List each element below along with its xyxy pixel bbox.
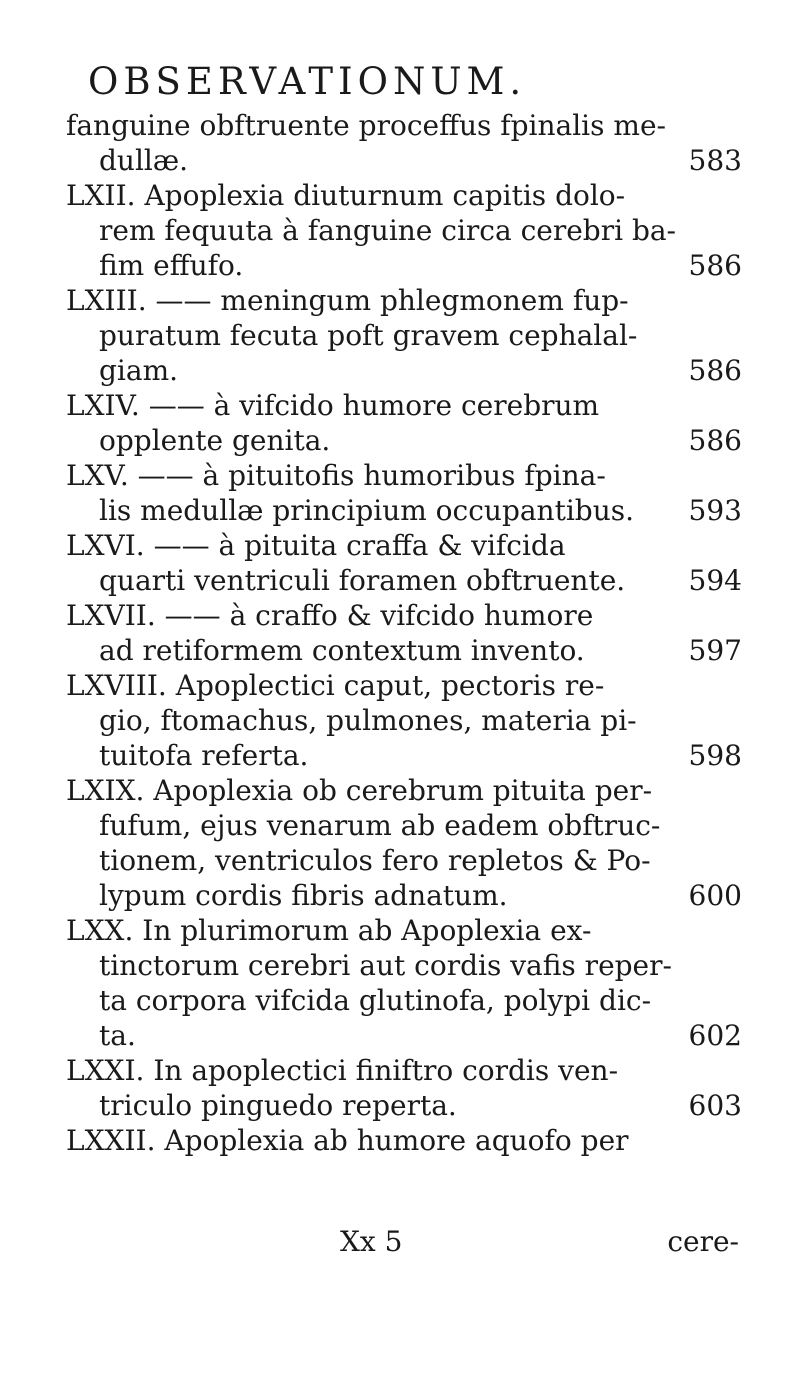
entry-text: LXVI. —— à pituita craffa & vifcida <box>66 529 566 562</box>
entry-line <box>66 493 766 528</box>
entry-line <box>66 458 766 493</box>
entry-text: tinctorum cerebri aut cordis vafis reper- <box>99 949 672 982</box>
entry-line <box>66 668 766 703</box>
entry-line <box>66 948 766 983</box>
entry-text: LXVIII. Apoplectici caput, pectoris re- <box>66 669 605 702</box>
observation-entry <box>66 1053 766 1123</box>
observation-entry <box>66 458 766 528</box>
page-reference: 593 <box>688 494 742 527</box>
observation-entry <box>66 108 766 178</box>
entry-line <box>66 598 766 633</box>
entry-text: ta. <box>99 1019 136 1052</box>
entry-text: triculo pinguedo reperta. <box>99 1089 457 1122</box>
entry-text: tuitofa referta. <box>99 739 309 772</box>
entry-line <box>66 283 766 318</box>
entry-text: LXIV. —— à vifcido humore cerebrum <box>66 389 600 422</box>
entry-text: tionem, ventriculos fero repletos & Po- <box>99 844 651 877</box>
entry-line <box>66 738 766 773</box>
page-reference: 597 <box>688 634 742 667</box>
entry-text: ta corpora vifcida glutinofa, polypi dic- <box>99 984 652 1017</box>
entry-text: quarti ventriculi foramen obftruente. <box>99 564 626 597</box>
observation-entry <box>66 773 766 913</box>
page-reference: 603 <box>688 1089 742 1122</box>
entry-line <box>66 388 766 423</box>
catchline <box>0 1224 801 1259</box>
entry-text: LXVII. —— à craffo & vifcido humore <box>66 599 594 632</box>
page-reference: 586 <box>688 249 742 282</box>
entry-line <box>66 808 766 843</box>
entry-line <box>66 843 766 878</box>
entry-text: dullæ. <box>99 144 189 177</box>
entry-line <box>66 178 766 213</box>
running-head: OBSERVATIONUM. <box>88 60 527 103</box>
entry-line <box>66 1053 766 1088</box>
entry-text: fim effufo. <box>99 249 244 282</box>
entry-line <box>66 248 766 283</box>
page-reference: 594 <box>688 564 742 597</box>
entry-text: lis medullæ principium occupantibus. <box>99 494 635 527</box>
entry-text: ad retiformem contextum invento. <box>99 634 585 667</box>
entry-line <box>66 1088 766 1123</box>
page-reference: 586 <box>688 424 742 457</box>
page-reference: 586 <box>688 354 742 387</box>
page-reference: 600 <box>688 879 742 912</box>
entry-text: puratum fecuta poft gravem cephalal- <box>99 319 638 352</box>
entry-text: LXXII. Apoplexia ab humore aquofo per <box>66 1124 629 1157</box>
signature-mark: Xx 5 <box>340 1225 403 1258</box>
entry-line <box>66 913 766 948</box>
entry-text: LXIX. Apoplexia ob cerebrum pituita per- <box>66 774 653 807</box>
entry-text: rem fequuta à fanguine circa cerebri ba- <box>99 214 677 247</box>
observation-entry <box>66 598 766 668</box>
entry-line <box>66 703 766 738</box>
entry-text: fufum, ejus venarum ab eadem obftruc- <box>99 809 661 842</box>
entry-line <box>66 318 766 353</box>
observation-entry <box>66 668 766 773</box>
page-reference: 602 <box>688 1019 742 1052</box>
entry-line <box>66 773 766 808</box>
entry-text: LXX. In plurimorum ab Apoplexia ex- <box>66 914 592 947</box>
entry-line <box>66 353 766 388</box>
entry-line <box>66 1018 766 1053</box>
entry-text: giam. <box>99 354 179 387</box>
observation-entry <box>66 283 766 388</box>
catchword: cere- <box>667 1225 739 1258</box>
observation-entry <box>66 178 766 283</box>
entry-line <box>66 1123 766 1158</box>
entry-text: lypum cordis fibris adnatum. <box>99 879 508 912</box>
entry-line <box>66 878 766 913</box>
observation-entry <box>66 528 766 598</box>
page-reference: 598 <box>688 739 742 772</box>
entry-line <box>66 213 766 248</box>
entry-text: opplente genita. <box>99 424 331 457</box>
entry-line <box>66 528 766 563</box>
table-of-observations <box>66 108 766 1158</box>
entry-line <box>66 108 766 143</box>
observation-entry <box>66 913 766 1053</box>
entry-line <box>66 423 766 458</box>
entry-text: gio, ftomachus, pulmones, materia pi- <box>99 704 637 737</box>
page-reference: 583 <box>688 144 742 177</box>
entry-text: LXV. —— à pituitofis humoribus fpina- <box>66 459 606 492</box>
entry-line <box>66 563 766 598</box>
observation-entry <box>66 388 766 458</box>
entry-line <box>66 983 766 1018</box>
entry-line <box>66 143 766 178</box>
entry-text: fanguine obftruente proceffus fpinalis me- <box>66 109 666 142</box>
entry-text: LXXI. In apoplectici finiftro cordis ven- <box>66 1054 619 1087</box>
entry-text: LXIII. —— meningum phlegmonem fup- <box>66 284 629 317</box>
entry-line <box>66 633 766 668</box>
observation-entry <box>66 1123 766 1158</box>
entry-text: LXII. Apoplexia diuturnum capitis dolo- <box>66 179 626 212</box>
